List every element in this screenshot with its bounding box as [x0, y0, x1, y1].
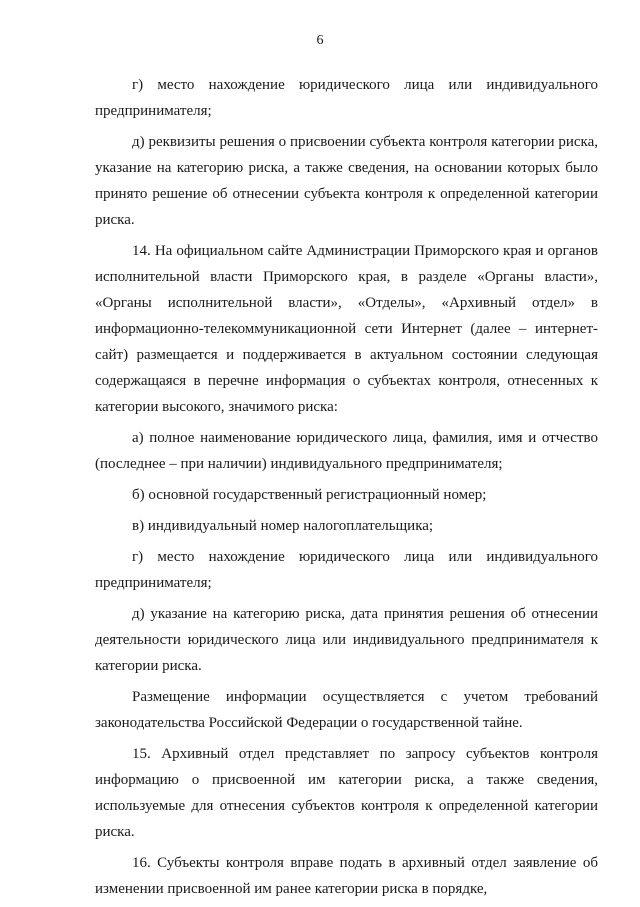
- paragraph-g-location-1: г) место нахождение юридического лица или индивидуального предпринимателя;: [95, 77, 598, 119]
- paragraph-v-inn: в) индивидуальный номер налогоплательщика;: [132, 518, 434, 534]
- paragraph-16: 16. Субъекты контроля вправе подать в архивный отдел заявление об изменении присвоенной им ранее категории риска в порядке,: [95, 855, 598, 897]
- paragraph-a-name: а) полное наименование юридического лица, фамилия, имя и отчество (последнее – при наличии) индивидуального предпринимателя;: [95, 430, 598, 472]
- paragraph-d-risk-category: д) указание на категорию риска, дата принятия решения об отнесении деятельности юридического лица или индивидуального предпринимателя к категории риска.: [95, 606, 598, 674]
- paragraph-14: 14. На официальном сайте Администрации Приморского края и органов исполнительной власти Приморского края, в разделе «Органы власти», «Органы исполнительной власти», «Отделы», «Архивный отдел» в информационно-телекоммуникационной сети Интернет (далее – интернет-сайт) размещается и поддерживается в актуальном состоянии следующая содержащаяся в перечне информация о субъектах контроля, отнесенных к категории высокого, значимого риска:: [95, 243, 598, 415]
- paragraph-d-decision-details: д) реквизиты решения о присвоении субъекта контроля категории риска, указание на категорию риска, а также сведения, на основании которых было принято решение об отнесении субъекта контроля к определенной категории риска.: [95, 134, 598, 228]
- document-body: [95, 72, 598, 907]
- paragraph-15: 15. Архивный отдел представляет по запросу субъектов контроля информацию о присвоенной им категории риска, а также сведения, используемые для отнесения субъектов контроля к определенной категории риска.: [95, 746, 598, 840]
- paragraph-g-location-2: г) место нахождение юридического лица или индивидуального предпринимателя;: [95, 549, 598, 591]
- paragraph-placement-note: Размещение информации осуществляется с учетом требований законодательства Российской Федерации о государственной тайне.: [95, 689, 598, 731]
- page-number: 6: [316, 33, 324, 48]
- paragraph-b-ogrn: б) основной государственный регистрационный номер;: [132, 487, 487, 503]
